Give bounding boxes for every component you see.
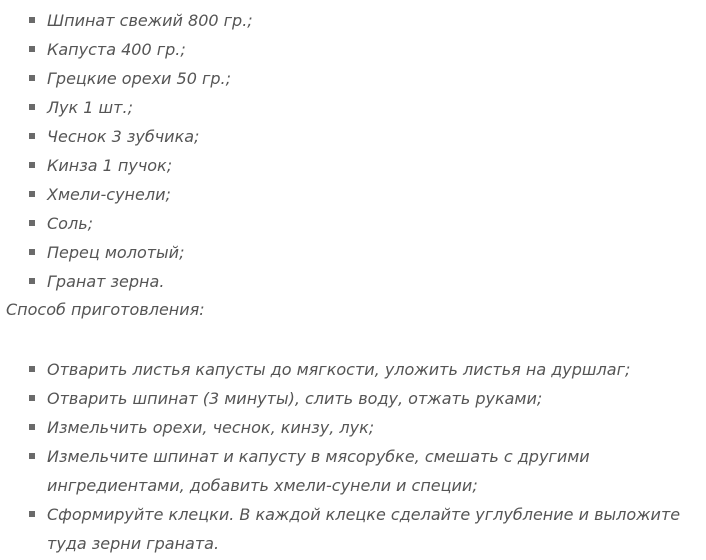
square-bullet-icon [29,46,35,52]
square-bullet-icon [29,453,35,459]
list-item [0,500,706,558]
ingredient-text: Чеснок 3 зубчика; [47,127,200,146]
ingredient-text: Хмели-сунели; [47,185,171,204]
list-item [0,209,706,238]
step-text: Измельчите шпинат и капусту в мясорубке, смешать с другими ингредиентами, добавить хмели-сунели и специи; [47,447,590,495]
step-text: Измельчить орехи, чеснок, кинзу, лук; [47,418,375,437]
step-text: Отварить шпинат (3 минуты), слить воду, отжать руками; [47,389,543,408]
square-bullet-icon [29,104,35,110]
square-bullet-icon [29,278,35,284]
square-bullet-icon [29,511,35,517]
ingredient-text: Лук 1 шт.; [47,98,133,117]
ingredients-list [0,6,706,296]
ingredient-text: Кинза 1 пучок; [47,156,173,175]
square-bullet-icon [29,75,35,81]
steps-list [0,355,706,558]
ingredient-text: Соль; [47,214,94,233]
list-item [0,64,706,93]
list-item [0,413,706,442]
ingredient-text: Грецкие орехи 50 гр.; [47,69,232,88]
method-heading: Способ приготовления: [6,300,205,319]
ingredient-text: Гранат зерна. [47,272,165,291]
square-bullet-icon [29,366,35,372]
square-bullet-icon [29,249,35,255]
list-item [0,384,706,413]
square-bullet-icon [29,162,35,168]
square-bullet-icon [29,133,35,139]
square-bullet-icon [29,191,35,197]
square-bullet-icon [29,220,35,226]
ingredient-text: Шпинат свежий 800 гр.; [47,11,253,30]
ingredient-text: Перец молотый; [47,243,185,262]
list-item [0,93,706,122]
list-item [0,35,706,64]
square-bullet-icon [29,395,35,401]
list-item [0,180,706,209]
list-item [0,238,706,267]
square-bullet-icon [29,424,35,430]
list-item [0,355,706,384]
square-bullet-icon [29,17,35,23]
list-item [0,122,706,151]
list-item [0,6,706,35]
step-text: Отварить листья капусты до мягкости, уложить листья на дуршлаг; [47,360,631,379]
list-item [0,442,706,500]
list-item [0,151,706,180]
step-text: Сформируйте клецки. В каждой клецке сделайте углубление и выложите туда зерни граната. [47,505,681,553]
list-item [0,267,706,296]
ingredient-text: Капуста 400 гр.; [47,40,186,59]
